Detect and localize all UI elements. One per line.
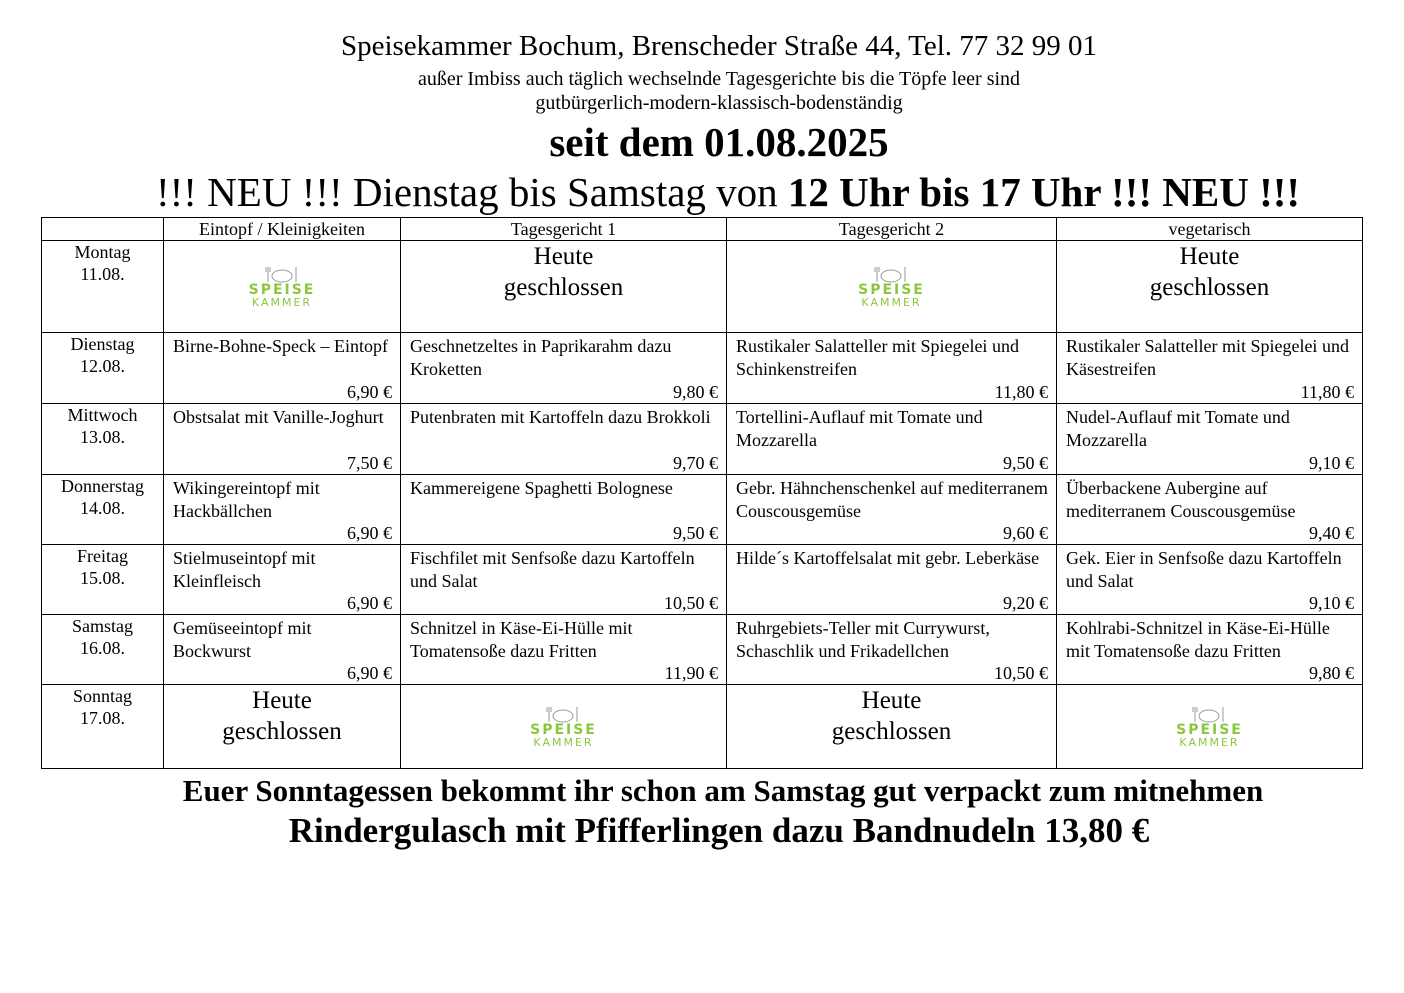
logo-word-kammer: KAMMER	[533, 736, 594, 749]
dish	[1057, 545, 1362, 614]
dish-cell-vegetarisch	[1057, 615, 1363, 685]
dish-cell-tagesgericht-2	[727, 545, 1057, 615]
day-cell	[42, 241, 164, 333]
dish-price: 10,50 €	[994, 663, 1048, 683]
column-header-eintopf: Eintopf / Kleinigkeiten	[164, 218, 401, 241]
day-date: 12.08.	[80, 356, 125, 376]
day-cell	[42, 475, 164, 545]
day-cell	[42, 685, 164, 769]
table-row	[42, 333, 1363, 404]
dish-name: Stielmuseintopf mit Kleinfleisch	[173, 548, 316, 591]
closed-notice	[1057, 241, 1363, 333]
dish-name: Fischfilet mit Senfsoße dazu Kartoffeln und Salat	[410, 548, 695, 591]
logo-word-speise: SPEISE	[858, 282, 925, 298]
closed-line-1: Heute	[252, 687, 312, 714]
opening-hours: 12 Uhr bis 17 Uhr !!! NEU !!!	[787, 169, 1301, 215]
dish-name: Nudel-Auflauf mit Tomate und Mozzarella	[1066, 407, 1290, 450]
dish	[401, 615, 726, 684]
logo-wrapper	[1057, 705, 1362, 748]
dish-cell-eintopf	[164, 333, 401, 404]
plate-cutlery-icon	[262, 265, 302, 283]
closed-notice	[164, 685, 401, 769]
dish	[727, 545, 1056, 614]
logo-mark	[530, 705, 597, 748]
day-date: 17.08.	[80, 708, 125, 728]
logo-word-speise: SPEISE	[530, 722, 597, 738]
closed-notice	[727, 685, 1057, 769]
speisekammer-logo	[401, 685, 727, 769]
opening-hours-banner	[26, 168, 1404, 216]
day-date: 16.08.	[80, 638, 125, 658]
restaurant-address: Speisekammer Bochum, Brenscheder Straße 44, Tel. 77 32 99 01	[340, 30, 1098, 62]
dish-name: Obstsalat mit Vanille-Joghurt	[173, 407, 384, 427]
dish	[401, 404, 726, 474]
dish-name: Tortellini-Auflauf mit Tomate und Mozzarella	[736, 407, 983, 450]
dish-price: 6,90 €	[347, 523, 392, 543]
day-name: Dienstag	[70, 334, 135, 354]
column-header-tagesgericht-1: Tagesgericht 1	[401, 218, 727, 241]
dish-name: Hilde´s Kartoffelsalat mit gebr. Leberkäse	[736, 548, 1040, 568]
dish-price: 9,40 €	[1309, 523, 1354, 543]
dish	[727, 475, 1056, 544]
table-header-row	[42, 218, 1363, 241]
subtitle-imbiss: außer Imbiss auch täglich wechselnde Tagesgerichte bis die Töpfe leer sind	[417, 68, 1021, 90]
closed-line-1: Heute	[533, 243, 594, 270]
dish-name: Wikingereintopf mit Hackbällchen	[173, 478, 320, 521]
dish-price: 9,50 €	[673, 523, 718, 543]
dish	[401, 545, 726, 614]
day-cell	[42, 333, 164, 404]
dish	[164, 475, 400, 544]
dish-cell-vegetarisch	[1057, 333, 1363, 404]
closed-line-2: geschlossen	[222, 718, 342, 745]
speisekammer-logo	[1057, 685, 1363, 769]
dish-cell-tagesgericht-1	[401, 404, 727, 475]
dish-name: Gek. Eier in Senfsoße dazu Kartoffeln und Salat	[1066, 548, 1342, 591]
dish	[727, 615, 1056, 684]
dish-price: 9,10 €	[1309, 453, 1354, 473]
dish-price: 11,80 €	[1300, 382, 1354, 402]
dish-name: Gebr. Hähnchenschenkel auf mediterranem Couscousgemüse	[736, 478, 1048, 521]
dish-price: 9,50 €	[1003, 453, 1048, 473]
dish-name: Gemüseeintopf mit Bockwurst	[173, 618, 312, 661]
dish-name: Schnitzel in Käse-Ei-Hülle mit Tomatensoße dazu Fritten	[410, 618, 633, 661]
day-name: Samstag	[72, 616, 133, 636]
opening-days: !!! NEU !!! Dienstag bis Samstag von	[155, 169, 788, 215]
logo-wrapper	[164, 265, 400, 308]
dish-cell-eintopf	[164, 615, 401, 685]
plate-cutlery-icon	[1189, 705, 1229, 723]
dish-cell-eintopf	[164, 545, 401, 615]
logo-word-speise: SPEISE	[248, 282, 316, 298]
table-row	[42, 241, 1363, 333]
dish-cell-eintopf	[164, 475, 401, 545]
day-date: 14.08.	[80, 498, 125, 518]
dish-cell-tagesgericht-2	[727, 615, 1057, 685]
logo-wrapper	[727, 265, 1056, 308]
closed-notice	[401, 241, 727, 333]
dish	[1057, 404, 1362, 474]
dish-price: 7,50 €	[347, 453, 392, 473]
dish-price: 11,90 €	[664, 663, 718, 683]
day-date: 15.08.	[80, 568, 125, 588]
logo-mark	[858, 265, 925, 308]
dish-cell-tagesgericht-2	[727, 333, 1057, 404]
dish-cell-eintopf	[164, 404, 401, 475]
logo-word-kammer: KAMMER	[861, 296, 922, 309]
dish-price: 6,90 €	[347, 382, 392, 402]
dish-cell-tagesgericht-1	[401, 475, 727, 545]
dish-cell-vegetarisch	[1057, 545, 1363, 615]
since-date: seit dem 01.08.2025	[549, 119, 889, 165]
dish	[401, 333, 726, 403]
dish-price: 6,90 €	[347, 663, 392, 683]
dish-cell-vegetarisch	[1057, 475, 1363, 545]
table-row	[42, 475, 1363, 545]
logo-wrapper	[401, 705, 726, 748]
closed-line-1: Heute	[861, 687, 922, 714]
table-row	[42, 545, 1363, 615]
table-row	[42, 615, 1363, 685]
plate-cutlery-icon	[543, 705, 583, 723]
dish	[1057, 615, 1362, 684]
dish	[164, 545, 400, 614]
dish-price: 9,20 €	[1003, 593, 1048, 613]
logo-word-speise: SPEISE	[1176, 722, 1243, 738]
dish	[164, 333, 400, 403]
sunday-note: Euer Sonntagessen bekommt ihr schon am Samstag gut verpackt zum mitnehmen	[182, 773, 1264, 808]
day-name: Mittwoch	[67, 405, 138, 425]
closed-line-2: geschlossen	[503, 274, 624, 301]
dish-name: Birne-Bohne-Speck – Eintopf	[173, 336, 388, 356]
sunday-dish: Rindergulasch mit Pfifferlingen dazu Bandnudeln 13,80 €	[288, 811, 1150, 850]
logo-word-kammer: KAMMER	[1179, 736, 1240, 749]
dish-cell-tagesgericht-1	[401, 333, 727, 404]
logo-mark	[249, 265, 316, 308]
dish-price: 9,60 €	[1003, 523, 1048, 543]
column-header-tagesgericht-2: Tagesgericht 2	[727, 218, 1057, 241]
dish-name: Überbackene Aubergine auf mediterranem Couscousgemüse	[1066, 478, 1296, 521]
subtitle-style: gutbürgerlich-modern-klassisch-bodenständig	[535, 92, 903, 114]
speisekammer-logo	[727, 241, 1057, 333]
dish-price: 9,70 €	[673, 453, 718, 473]
closed-line-2: geschlossen	[1149, 274, 1270, 301]
dish	[164, 615, 400, 684]
dish-name: Putenbraten mit Kartoffeln dazu Brokkoli	[410, 407, 711, 427]
dish	[1057, 333, 1362, 403]
dish-name: Kammereigene Spaghetti Bolognese	[410, 478, 673, 498]
dish-cell-tagesgericht-2	[727, 404, 1057, 475]
day-name: Donnerstag	[61, 476, 144, 496]
table-row	[42, 685, 1363, 769]
plate-cutlery-icon	[871, 265, 911, 283]
day-date: 13.08.	[80, 427, 125, 447]
dish-price: 9,80 €	[1309, 663, 1354, 683]
dish	[727, 404, 1056, 474]
dish-name: Ruhrgebiets-Teller mit Currywurst, Schaschlik und Frikadellchen	[736, 618, 990, 661]
day-cell	[42, 615, 164, 685]
closed-line-1: Heute	[1179, 243, 1240, 270]
dish-price: 9,10 €	[1309, 593, 1354, 613]
dish-price: 9,80 €	[673, 382, 718, 402]
speisekammer-logo	[164, 241, 401, 333]
dish-price: 11,80 €	[994, 382, 1048, 402]
dish-price: 10,50 €	[664, 593, 718, 613]
logo-mark	[1176, 705, 1243, 748]
day-name: Montag	[74, 242, 131, 262]
logo-word-kammer: KAMMER	[251, 296, 313, 309]
day-cell	[42, 545, 164, 615]
column-header-day	[42, 218, 164, 241]
dish-name: Kohlrabi-Schnitzel in Käse-Ei-Hülle mit Tomatensoße dazu Fritten	[1066, 618, 1330, 661]
dish-cell-tagesgericht-1	[401, 615, 727, 685]
dish-cell-tagesgericht-2	[727, 475, 1057, 545]
dish	[164, 404, 400, 474]
dish-cell-vegetarisch	[1057, 404, 1363, 475]
column-header-vegetarisch: vegetarisch	[1057, 218, 1363, 241]
day-name: Freitag	[77, 546, 128, 566]
dish-name: Rustikaler Salatteller mit Spiegelei und Käsestreifen	[1066, 336, 1349, 379]
dish	[401, 475, 726, 544]
dish-name: Rustikaler Salatteller mit Spiegelei und Schinkenstreifen	[736, 336, 1019, 379]
dish-cell-tagesgericht-1	[401, 545, 727, 615]
dish-name: Geschnetzeltes in Paprikarahm dazu Kroketten	[410, 336, 672, 379]
dish-price: 6,90 €	[347, 593, 392, 613]
day-date: 11.08.	[80, 264, 125, 284]
day-cell	[42, 404, 164, 475]
dish	[1057, 475, 1362, 544]
closed-line-2: geschlossen	[831, 718, 952, 745]
dish	[727, 333, 1056, 403]
weekly-menu-table	[41, 217, 1363, 769]
table-row	[42, 404, 1363, 475]
day-name: Sonntag	[72, 686, 132, 706]
menu-body	[42, 241, 1363, 769]
